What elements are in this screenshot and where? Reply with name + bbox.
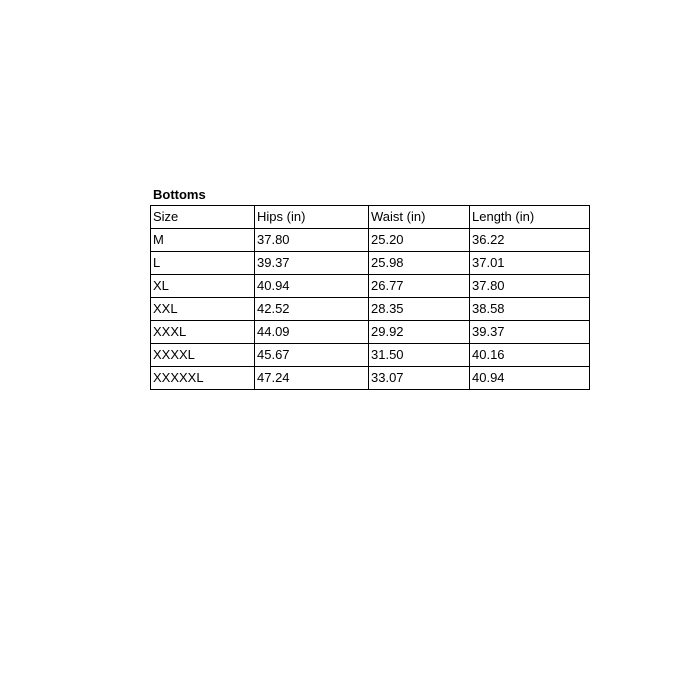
cell-length: 37.80 (470, 275, 590, 298)
cell-hips: 37.80 (255, 229, 369, 252)
cell-waist: 25.20 (369, 229, 470, 252)
cell-length: 37.01 (470, 252, 590, 275)
cell-length: 38.58 (470, 298, 590, 321)
table-title: Bottoms (153, 187, 206, 202)
table-row (151, 344, 590, 367)
table-header-row (151, 206, 590, 229)
table-row (151, 321, 590, 344)
cell-size: XXL (151, 298, 255, 321)
cell-hips: 40.94 (255, 275, 369, 298)
cell-waist: 25.98 (369, 252, 470, 275)
cell-waist: 33.07 (369, 367, 470, 390)
cell-length: 36.22 (470, 229, 590, 252)
cell-size: XXXL (151, 321, 255, 344)
header-cell-hips: Hips (in) (255, 206, 369, 229)
table-row (151, 229, 590, 252)
header-cell-waist: Waist (in) (369, 206, 470, 229)
size-chart-table (150, 205, 590, 390)
table-row (151, 252, 590, 275)
cell-hips: 47.24 (255, 367, 369, 390)
cell-waist: 29.92 (369, 321, 470, 344)
cell-size: L (151, 252, 255, 275)
cell-length: 40.94 (470, 367, 590, 390)
cell-size: M (151, 229, 255, 252)
cell-length: 40.16 (470, 344, 590, 367)
cell-size: XXXXL (151, 344, 255, 367)
cell-hips: 45.67 (255, 344, 369, 367)
cell-hips: 39.37 (255, 252, 369, 275)
cell-waist: 26.77 (369, 275, 470, 298)
cell-waist: 31.50 (369, 344, 470, 367)
header-cell-size: Size (151, 206, 255, 229)
cell-hips: 42.52 (255, 298, 369, 321)
header-cell-length: Length (in) (470, 206, 590, 229)
table-row (151, 367, 590, 390)
cell-size: XL (151, 275, 255, 298)
table-row (151, 298, 590, 321)
table-row (151, 275, 590, 298)
cell-length: 39.37 (470, 321, 590, 344)
cell-waist: 28.35 (369, 298, 470, 321)
cell-hips: 44.09 (255, 321, 369, 344)
cell-size: XXXXXL (151, 367, 255, 390)
